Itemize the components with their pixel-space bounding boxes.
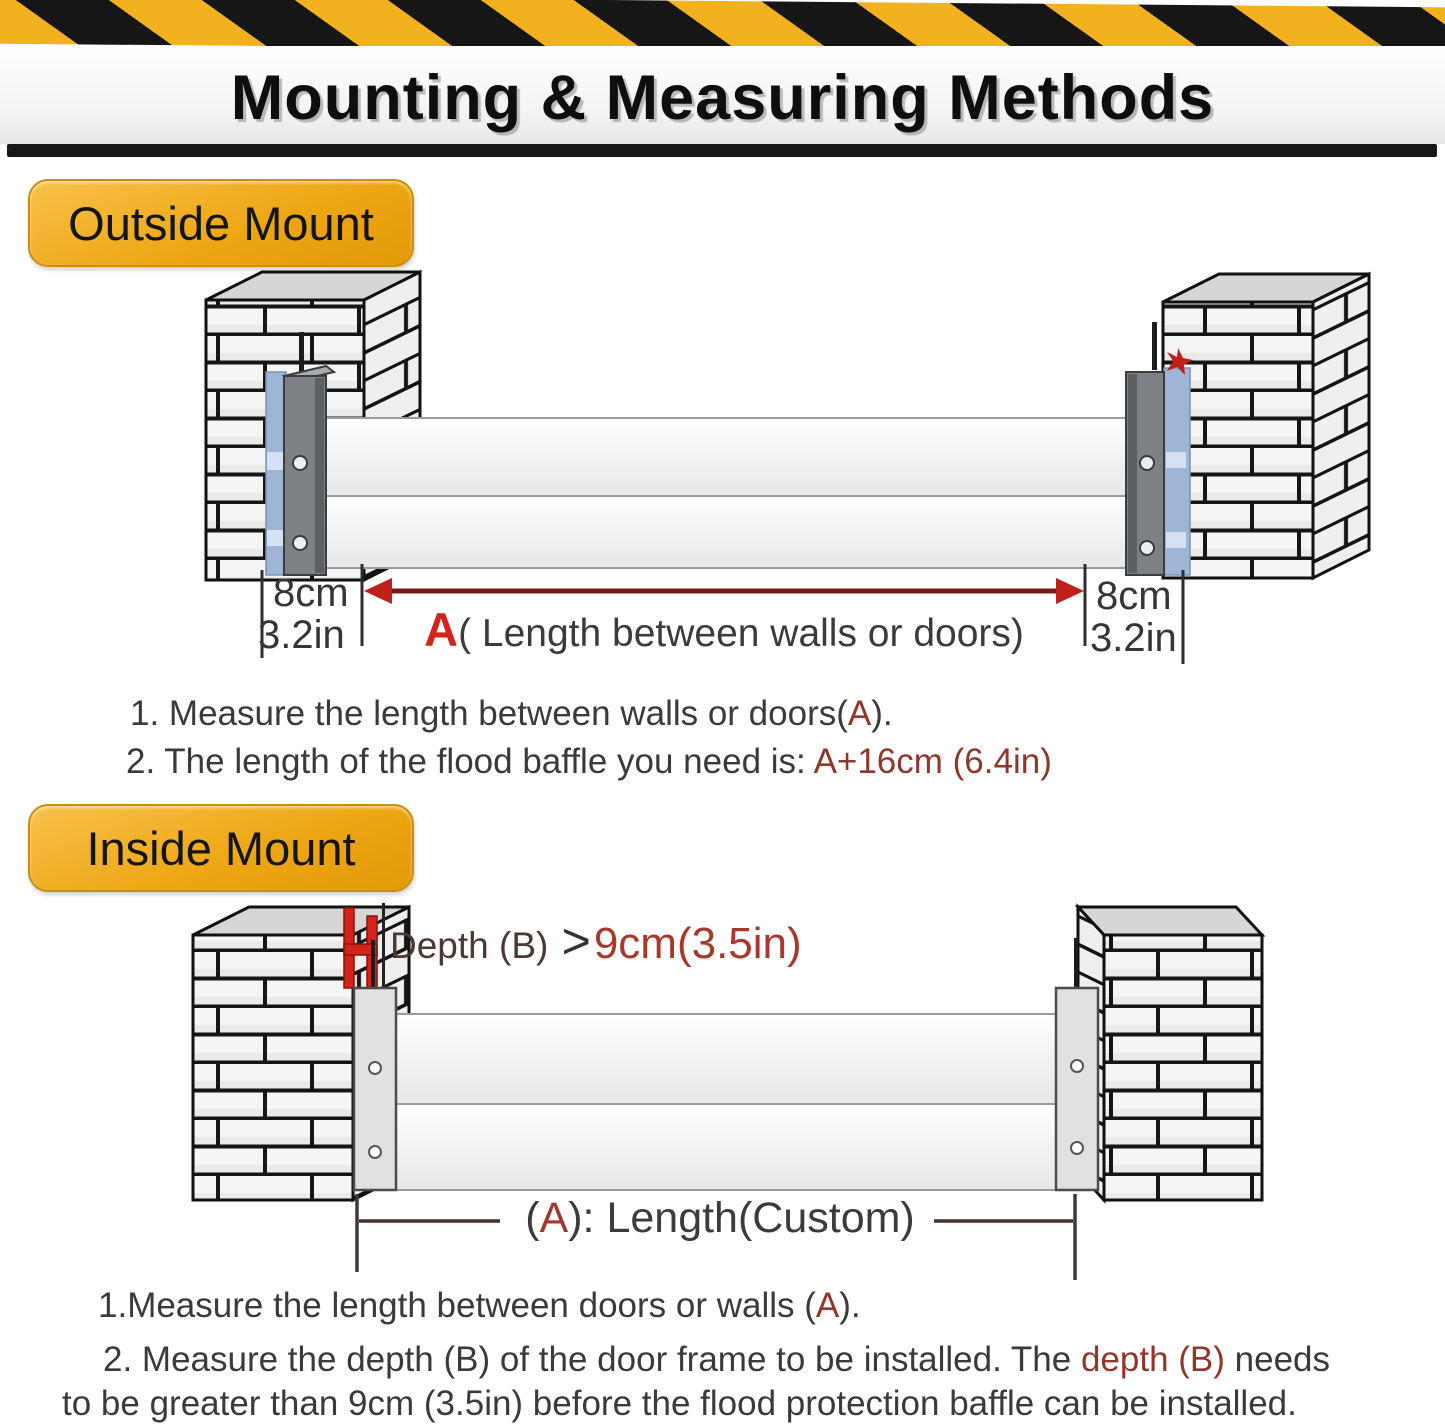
step-accent: A [815, 1286, 840, 1325]
screw-hole [369, 1146, 381, 1158]
step-accent: depth (B) [1080, 1340, 1225, 1379]
screw-hole [369, 1062, 381, 1074]
inside-mount-badge-label: Inside Mount [86, 821, 356, 875]
length-paren: ( [525, 1194, 540, 1242]
inside-length-label [505, 1194, 935, 1243]
outside-mount-badge [28, 179, 414, 267]
outside-flood-barrier-panels [322, 418, 1160, 568]
step-text: needs [1224, 1340, 1331, 1379]
step-text: 1.Measure the length between doors or walls ( [98, 1286, 816, 1325]
outside-right-brick-pillar [1163, 274, 1369, 578]
inside-step-2-continued: to be greater than 9cm (3.5in) before the flood protection baffle can be installed. [62, 1384, 1297, 1423]
inside-flood-barrier-panels [396, 1014, 1058, 1190]
depth-prefix: Depth (B) [390, 925, 559, 966]
greater-than-sign: > [561, 913, 591, 969]
inside-step-1 [98, 1286, 861, 1326]
outside-length-label [370, 602, 1078, 657]
inside-mount-badge [28, 804, 414, 892]
step-accent: A [847, 694, 872, 733]
screw-hole [1071, 1060, 1083, 1072]
step-text: 2. The length of the flood baffle you need is: [126, 742, 814, 781]
screw-hole [1140, 456, 1154, 470]
screw-hole [1071, 1142, 1083, 1154]
length-suffix: ): Length(Custom) [568, 1194, 915, 1242]
step-text: ). [871, 694, 893, 733]
arrow-head-left [364, 578, 392, 604]
step-accent: A+16cm (6.4in) [813, 742, 1052, 781]
inside-right-brick-pillar [1078, 907, 1262, 1200]
outside-right-in-label: 3.2in [1090, 616, 1177, 660]
header-divider-bar [7, 144, 1437, 157]
step-text: 2. Measure the depth (B) of the door frame to be installed. The [103, 1340, 1081, 1379]
screw-hole [1140, 541, 1154, 555]
step-text: 1. Measure the length between walls or doors( [130, 694, 848, 733]
outside-step-2 [126, 742, 1052, 782]
depth-value: 9cm(3.5in) [593, 919, 802, 968]
outside-right-cm-label: 8cm [1096, 574, 1172, 618]
outside-mount-badge-label: Outside Mount [68, 196, 374, 250]
length-label-text: ( Length between walls or doors) [458, 612, 1024, 655]
page-title: Mounting & Measuring Methods [230, 63, 1215, 133]
depth-label [390, 912, 802, 970]
screw-hole [293, 536, 307, 550]
inside-step-2 [103, 1340, 1330, 1380]
length-accent-a: A [539, 1194, 569, 1242]
step-text: ). [839, 1286, 861, 1325]
screw-hole [293, 456, 307, 470]
outside-step-1 [130, 694, 893, 734]
length-accent-a: A [424, 603, 459, 656]
arrow-head-right [1056, 578, 1084, 604]
outside-left-cm-label: 8cm [273, 571, 349, 615]
outside-left-in-label: 3.2in [258, 613, 345, 657]
outside-right-bracket [1126, 322, 1193, 575]
